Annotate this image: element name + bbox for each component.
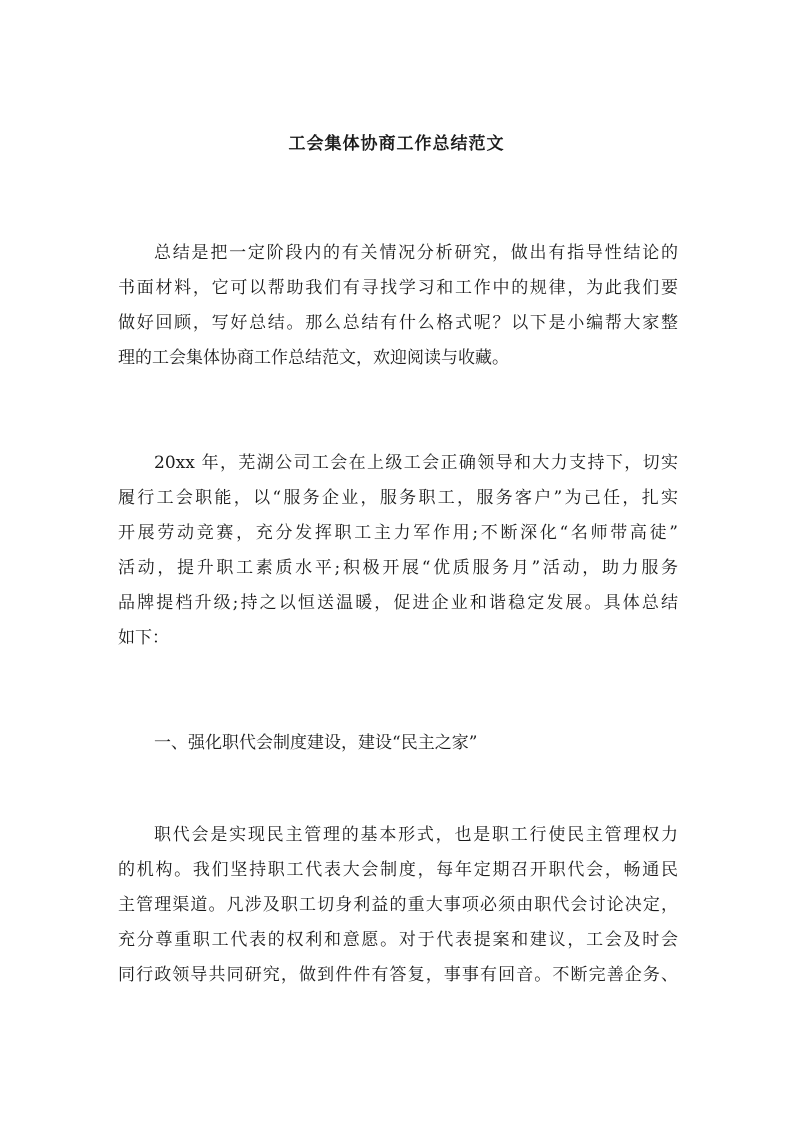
paragraph-line: 充分尊重职工代表的权利和意愿。对于代表提案和建议，工会及时会 (118, 930, 678, 950)
paragraph-line: 总结是把一定阶段内的有关情况分析研究，做出有指导性结论的 (154, 243, 678, 263)
paragraph-line: 做好回顾，写好总结。那么总结有什么格式呢？以下是小编帮大家整 (118, 313, 678, 333)
paragraph-line: 同行政领导共同研究，做到件件有答复，事事有回音。不断完善企务、 (118, 965, 678, 985)
paragraph-line: 理的工会集体协商工作总结范文，欢迎阅读与收藏。 (118, 348, 509, 368)
paragraph-line: 的机构。我们坚持职工代表大会制度，每年定期召开职代会，畅通民 (118, 860, 678, 880)
paragraph-line: 履行工会职能，以“服务企业，服务职工，服务客户”为己任，扎实 (118, 488, 678, 508)
paragraph-line: 主管理渠道。凡涉及职工切身利益的重大事项必须由职代会讨论决定， (118, 895, 678, 915)
section-heading-block (118, 726, 678, 761)
paragraph-line: 书面材料，它可以帮助我们有寻找学习和工作中的规律，为此我们要 (118, 278, 678, 298)
intro-paragraph (118, 236, 678, 376)
paragraph-line: 如下： (118, 628, 169, 648)
section-heading: 一、强化职代会制度建设，建设“民主之家” (154, 733, 478, 753)
document-title: 工会集体协商工作总结范文 (288, 134, 505, 154)
body-paragraph (118, 818, 678, 993)
summary-paragraph (118, 446, 678, 656)
paragraph-line: 活动，提升职工素质水平;积极开展“优质服务月”活动，助力服务 (118, 558, 678, 578)
paragraph-line: 职代会是实现民主管理的基本形式，也是职工行使民主管理权力 (154, 825, 678, 845)
paragraph-line: 20xx 年，芜湖公司工会在上级工会正确领导和大力支持下，切实 (154, 453, 678, 473)
paragraph-line: 品牌提档升级;持之以恒送温暖，促进企业和谐稳定发展。具体总结 (118, 593, 678, 613)
paragraph-line: 开展劳动竞赛，充分发挥职工主力军作用;不断深化“名师带高徒” (118, 523, 678, 543)
